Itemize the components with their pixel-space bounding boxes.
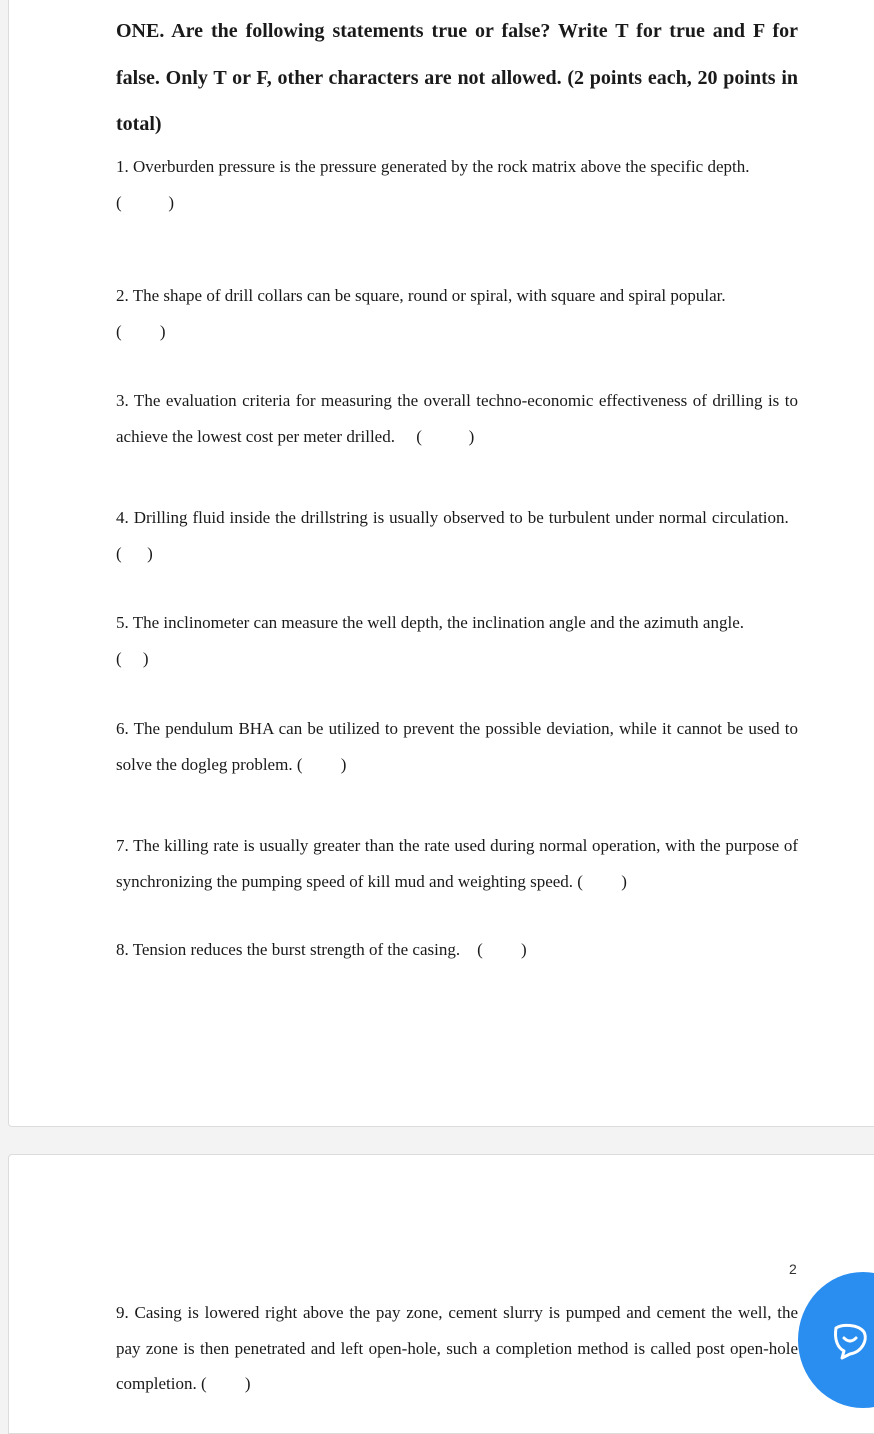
answer-blank-9[interactable]: ( ) (200, 1374, 251, 1393)
section-heading: ONE. Are the following statements true or false? Write T for true and F for false. Only T or F, other characters are not allowed. (2 points each, 20 points in total) (116, 20, 798, 135)
question-2: 2. The shape of drill collars can be square, round or spiral, with square and spiral popular. ( ) (116, 278, 798, 349)
question-8: 8. Tension reduces the burst strength of the casing. ( ) (116, 932, 798, 968)
assistant-chat-icon (828, 1318, 872, 1362)
question-5: 5. The inclinometer can measure the well depth, the inclination angle and the azimuth angle. ( ) (116, 605, 798, 676)
answer-blank-3[interactable]: ( ) (416, 426, 475, 446)
answer-blank-4[interactable]: ( ) (116, 543, 153, 563)
question-1: 1. Overburden pressure is the pressure generated by the rock matrix above the specific depth. ( ) (116, 149, 798, 220)
question-3: 3. The evaluation criteria for measuring the overall techno-economic effectiveness of drilling is to achieve the lowest cost per meter drilled. ( ) (116, 383, 798, 454)
question-7: 7. The killing rate is usually greater than the rate used during normal operation, with the purpose of synchronizing the pumping speed of kill mud and weighting speed. ( ) (116, 828, 798, 899)
question-4: 4. Drilling fluid inside the drillstring is usually observed to be turbulent under normal circulation. ( ) (116, 500, 798, 571)
answer-blank-8[interactable]: ( ) (477, 940, 527, 959)
answer-blank-2[interactable]: ( ) (116, 321, 166, 341)
answer-blank-7[interactable]: ( ) (577, 871, 627, 891)
answer-blank-6[interactable]: ( ) (296, 754, 347, 774)
question-9: 9. Casing is lowered right above the pay zone, cement slurry is pumped and cement the well, the pay zone is then penetrated and left open-hole, such a completion method is called post open-hole completion. ( ) (116, 1295, 798, 1402)
page-number: 2 (789, 1261, 797, 1277)
answer-blank-1[interactable]: ( ) (116, 192, 175, 212)
question-6: 6. The pendulum BHA can be utilized to prevent the possible deviation, while it cannot be used to solve the dogleg problem. ( ) (116, 711, 798, 782)
answer-blank-5[interactable]: ( ) (116, 648, 149, 668)
